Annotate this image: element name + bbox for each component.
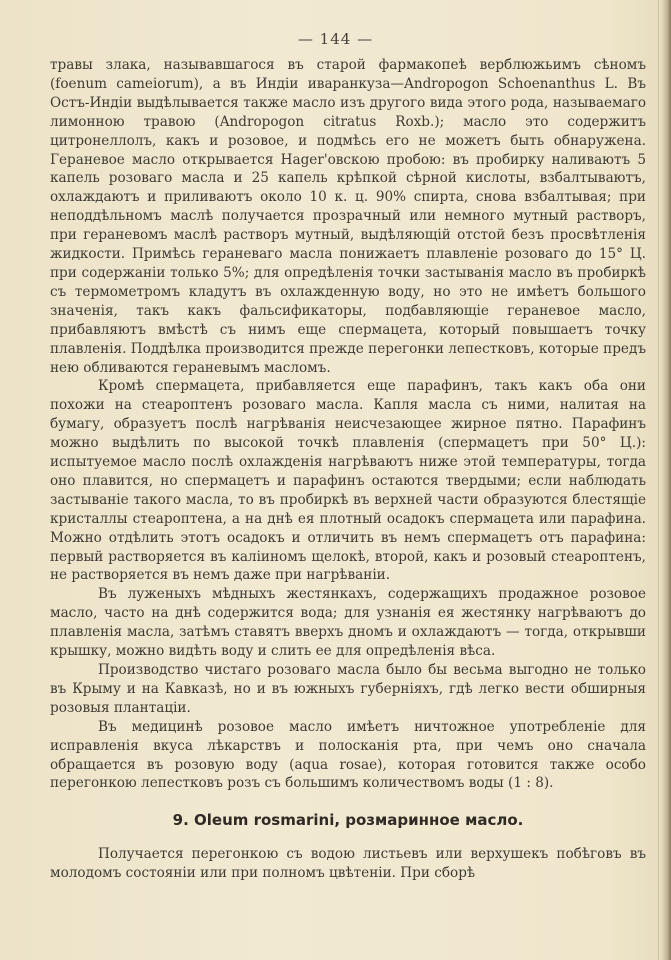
section-heading: 9. Oleum rosmarini, розмаринное масло.	[172, 811, 524, 830]
paragraph-2: Кромѣ спермацета, прибавляется еще парафинъ, такъ какъ оба они похожи на стеароптенъ розоваго масла. Капля масла съ ними, налитая на бумагу, образуетъ послѣ нагрѣванія неисчезающее жирное пятно. Парафинъ можно выдѣлить по высокой точкѣ плавленія (спермацетъ при 50° Ц.): испытуемое масло послѣ охлажденія нагрѣваютъ ниже этой температуры, тогда оно плавится, но спермацетъ и парафинъ остаются твердыми; если наблюдать застываніе такого масла, то въ пробиркѣ въ верхней части образуются блестящіе кристаллы стеароптена, а на днѣ ея плотный осадокъ спермацета или парафина. Можно отдѣлить этотъ осадокъ и отличить въ немъ спермацетъ отъ парафина: первый растворяется въ каліиномъ щелокѣ, второй, какъ и розовый стеароптенъ, не растворяется въ немъ даже при нагрѣваніи.	[50, 378, 646, 584]
paragraph-4: Производство чистаго розоваго масла было бы весьма выгодно не только въ Крыму и на Кавказѣ, но и въ южныхъ губерніяхъ, гдѣ легко вести обширныя розовыя плантаціи.	[50, 662, 646, 716]
page-body	[50, 56, 646, 883]
paragraph-5: Въ медицинѣ розовое масло имѣетъ ничтожное употребленіе для исправленія вкуса лѣкарствъ и полосканія рта, при чемъ оно сначала обращается въ розовую воду (aqua rosae), которая готовится также особо перегонкою лепестковъ розъ съ большимъ количествомъ воды (1 : 8).	[50, 718, 646, 792]
page-number: — 144 —	[297, 30, 374, 48]
page-edge-line	[658, 0, 659, 960]
page-edge-shadow	[661, 0, 671, 960]
paragraph-1: травы злака, называвшагося въ старой фармакопеѣ верблюжьимъ сѣномъ (foenum cameiorum), а въ Индіи иваранкуза—Andropogon Schoenanthus L. Въ Остъ-Индіи выдѣлывается также масло изъ другого вида этого рода, называемаго лимонною травою (Andropogon citratus Roxb.); масло это содержитъ цитронеллолъ, какъ и розовое, и подмѣсь его не можетъ быть обнаружена. Гераневое масло открывается Hager'овскою пробою: въ пробирку наливаютъ 5 капель розоваго масла и 25 капель крѣпкой сѣрной кислоты, взбалтываютъ, охлаждаютъ и приливаютъ около 10 к. ц. 90% спирта, снова взбалтывая; при неподдѣльномъ маслѣ получается прозрачный или немного мутный растворъ, при гераневомъ маслѣ растворъ мутный, выдѣляющій отстой безъ просвѣтленія жидкости. Примѣсь гераневаго масла понижаетъ плавленіе розоваго до 15° Ц. при содержаніи только 5%; для опредѣленія точки застыванія масло въ пробиркѣ съ термометромъ кладутъ въ охлажденную воду, но это не имѣетъ большого значенія, такъ какъ фальсификаторы, подбавляющіе гераневое масло, прибавляютъ вмѣстѣ съ нимъ еще спермацета, который повышаетъ точку плавленія. Поддѣлка производится прежде перегонки лепестковъ, которые предъ нею обливаются гераневымъ масломъ.	[50, 57, 646, 376]
paragraph-3: Въ луженыхъ мѣдныхъ жестянкахъ, содержащихъ продажное розовое масло, часто на днѣ содержится вода; для узнанія ея жестянку нагрѣваютъ до плавленія масла, затѣмъ ставятъ вверхъ дномъ и охлаждаютъ — тогда, открывши крышку, можно видѣть воду и слить ее для опредѣленія вѣса.	[50, 586, 646, 660]
section-paragraph: Получается перегонкою съ водою листьевъ или верхушекъ побѣговъ въ молодомъ состояніи или при полномъ цвѣтеніи. При сборѣ	[50, 846, 646, 882]
